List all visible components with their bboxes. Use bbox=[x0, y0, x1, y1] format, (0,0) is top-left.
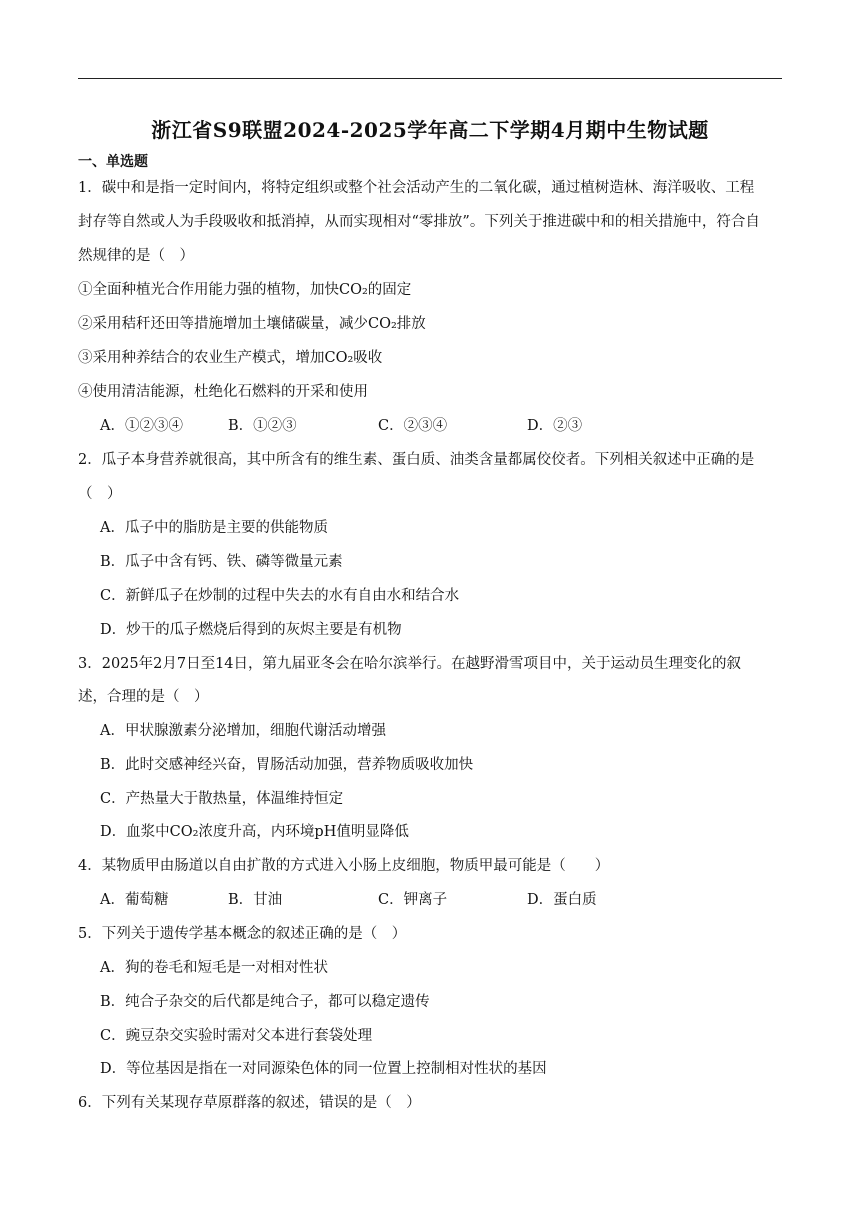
option-b[interactable]: B．纯合子杂交的后代都是纯合子，都可以稳定遗传 bbox=[100, 994, 430, 1010]
q1-item: ①全面种植光合作用能力强的植物，加快CO₂的固定 bbox=[78, 282, 412, 298]
option-c[interactable]: C．②③④ bbox=[378, 418, 448, 434]
q1-stem-line: 然规律的是（ ） bbox=[78, 248, 194, 264]
q1-stem-line: 封存等自然或人为手段吸收和抵消掉，从而实现相对“零排放”。下列关于推进碳中和的相关措施中，符合自 bbox=[78, 214, 760, 230]
q1-item: ④使用清洁能源，杜绝化石燃料的开采和使用 bbox=[78, 384, 368, 400]
q4-stem-line: 4．某物质甲由肠道以自由扩散的方式进入小肠上皮细胞，物质甲最可能是（ ） bbox=[78, 858, 610, 874]
option-d[interactable]: D．炒干的瓜子燃烧后得到的灰烬主要是有机物 bbox=[100, 622, 402, 638]
option-a[interactable]: A．甲状腺激素分泌增加，细胞代谢活动增强 bbox=[100, 723, 386, 739]
option-c[interactable]: C．豌豆杂交实验时需对父本进行套袋处理 bbox=[100, 1028, 373, 1044]
option-a[interactable]: A．①②③④ bbox=[100, 418, 183, 434]
page-title: 浙江省S9联盟2024-2025学年高二下学期4月期中生物试题 bbox=[151, 118, 709, 142]
option-d[interactable]: D．血浆中CO₂浓度升高，内环境pH值明显降低 bbox=[100, 824, 409, 840]
option-b[interactable]: B．瓜子中含有钙、铁、磷等微量元素 bbox=[100, 554, 343, 570]
q5-stem-line: 5．下列关于遗传学基本概念的叙述正确的是（ ） bbox=[78, 926, 407, 942]
option-a[interactable]: A．狗的卷毛和短毛是一对相对性状 bbox=[100, 960, 328, 976]
option-b[interactable]: B．此时交感神经兴奋，胃肠活动加强，营养物质吸收加快 bbox=[100, 757, 474, 773]
q1-item: ②采用秸秆还田等措施增加土壤储碳量，减少CO₂排放 bbox=[78, 316, 426, 332]
q1-stem-line: 1．碳中和是指一定时间内，将特定组织或整个社会活动产生的二氧化碳，通过植树造林、海洋吸收、工程 bbox=[78, 180, 755, 196]
option-c[interactable]: C．产热量大于散热量，体温维持恒定 bbox=[100, 791, 344, 807]
q1-item: ③采用种养结合的农业生产模式，增加CO₂吸收 bbox=[78, 350, 383, 366]
q6-stem-line: 6．下列有关某现存草原群落的叙述，错误的是（ ） bbox=[78, 1095, 421, 1111]
option-b[interactable]: B．①②③ bbox=[228, 418, 297, 434]
option-d[interactable]: D．等位基因是指在一对同源染色体的同一位置上控制相对性状的基因 bbox=[100, 1061, 547, 1077]
q3-stem-line: 3．2025年2月7日至14日，第九届亚冬会在哈尔滨举行。在越野滑雪项目中，关于运动员生理变化的叙 bbox=[78, 656, 742, 672]
option-c[interactable]: C．新鲜瓜子在炒制的过程中失去的水有自由水和结合水 bbox=[100, 588, 460, 604]
option-c[interactable]: C．钾离子 bbox=[378, 892, 448, 908]
option-a[interactable]: A．葡萄糖 bbox=[100, 892, 169, 908]
option-b[interactable]: B．甘油 bbox=[228, 892, 283, 908]
option-a[interactable]: A．瓜子中的脂肪是主要的供能物质 bbox=[100, 520, 328, 536]
option-d[interactable]: D．蛋白质 bbox=[527, 892, 597, 908]
section-heading: 一、单选题 bbox=[78, 154, 148, 170]
q2-stem-line: 2．瓜子本身营养就很高，其中所含有的维生素、蛋白质、油类含量都属佼佼者。下列相关叙述中正确的是 bbox=[78, 452, 755, 468]
q3-stem-line: 述，合理的是（ ） bbox=[78, 689, 209, 705]
q2-stem-line: （ ） bbox=[78, 486, 122, 502]
option-d[interactable]: D．②③ bbox=[527, 418, 583, 434]
header-rule bbox=[78, 78, 782, 79]
